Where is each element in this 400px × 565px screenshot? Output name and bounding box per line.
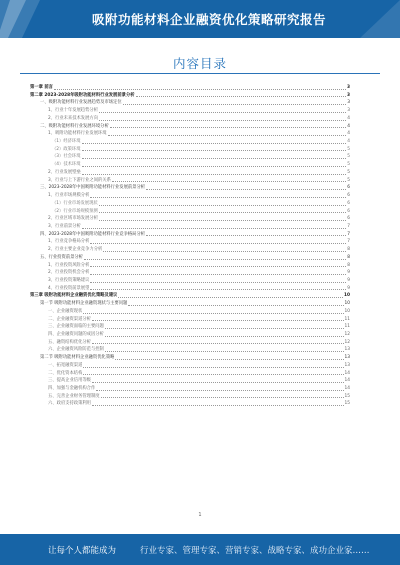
toc-leader-dots <box>84 259 346 260</box>
toc-entry-text: （1）行业市场发展现状 <box>52 200 98 206</box>
toc-entry-page: 3 <box>347 100 350 106</box>
toc-entry[interactable] <box>30 385 350 393</box>
toc-entry-page: 14 <box>344 386 350 392</box>
toc-entry[interactable] <box>30 107 350 115</box>
toc-entry-text: （3）社会环境 <box>52 154 81 160</box>
toc-leader-dots <box>83 313 343 314</box>
report-title: 吸附功能材料企业融资优化策略研究报告 <box>91 12 326 27</box>
toc-entry-text: 三、企业融资面临的主要问题 <box>48 324 104 330</box>
toc-entry-text: 3、行业前景分析 <box>48 223 81 229</box>
toc-entry-page: 5 <box>347 169 350 175</box>
toc-entry-text: 五、融资结构优化分析 <box>48 339 91 345</box>
toc-entry[interactable] <box>30 377 350 385</box>
toc-entry[interactable] <box>30 323 350 331</box>
toc-entry[interactable] <box>30 138 350 146</box>
toc-leader-dots <box>99 120 346 121</box>
toc-entry-page: 14 <box>344 370 350 376</box>
toc-leader-dots <box>118 297 343 298</box>
toc-entry-text: 三、提高企业信用等级 <box>48 378 91 384</box>
toc-entry[interactable] <box>30 208 350 216</box>
footer-slogan-right: 行业专家、管理专家、营销专家、战略专家、成功企业家…… <box>140 546 370 556</box>
toc-entry-text: 2、行业未来技术发展方向 <box>48 115 98 121</box>
toc-entry[interactable] <box>30 123 350 131</box>
toc-leader-dots <box>105 351 344 352</box>
toc-entry[interactable] <box>30 246 350 254</box>
toc-entry-text: （2）行业市场规模预测 <box>52 208 98 214</box>
toc-entry-text: 四、2023-2028年中国吸附功能材料行业竞争格局分析 <box>40 231 146 237</box>
toc-entry[interactable] <box>30 200 350 208</box>
toc-entry[interactable] <box>30 354 350 362</box>
toc-entry-page: 6 <box>347 193 350 199</box>
toc-entry[interactable] <box>30 331 350 339</box>
toc-entry-text: 1、行业竞争格局分析 <box>48 239 90 245</box>
toc-leader-dots <box>82 158 347 159</box>
toc-entry-page: 11 <box>344 324 350 330</box>
toc-entry-page: 10 <box>344 308 350 314</box>
toc-leader-dots <box>123 104 347 105</box>
toc-entry-text: 二、吸附功能材料行业发展环境分析 <box>40 123 109 129</box>
toc-heading: 内容目录 <box>172 56 227 71</box>
toc-entry-text: 一、企业融资现状 <box>48 308 83 314</box>
toc-leader-dots <box>83 374 343 375</box>
toc-entry-text: 一、吸附功能材料行业发展趋势及市场定位 <box>40 100 122 106</box>
toc-entry-page: 3 <box>347 92 350 98</box>
toc-list <box>30 84 350 408</box>
toc-leader-dots <box>90 266 346 267</box>
toc-leader-dots <box>92 320 344 321</box>
toc-leader-dots <box>101 397 344 398</box>
toc-entry-page: 6 <box>347 200 350 206</box>
toc-entry-page: 15 <box>344 393 350 399</box>
toc-entry-text: 2、行业投资机会分析 <box>48 270 90 276</box>
toc-leader-dots <box>82 174 346 175</box>
toc-entry-text: 3、行业与上下游行业之间的关系 <box>48 177 111 183</box>
toc-entry-text: 1、行业市场规模分析 <box>48 193 90 199</box>
toc-entry[interactable] <box>30 146 350 154</box>
toc-entry-page: 11 <box>344 316 350 322</box>
toc-entry[interactable] <box>30 292 350 300</box>
toc-entry-text: 六、企业融资风险防范与控制 <box>48 347 104 353</box>
toc-entry-text: 一、拓宽融资渠道 <box>48 362 83 368</box>
toc-entry-text: （1）经济环境 <box>52 139 81 145</box>
toc-entry-page: 12 <box>344 339 350 345</box>
toc-leader-dots <box>83 367 343 368</box>
toc-leader-dots <box>105 336 344 337</box>
toc-entry-page: 14 <box>344 378 350 384</box>
toc-entry-page: 5 <box>347 162 350 168</box>
toc-entry-page: 13 <box>344 362 350 368</box>
toc-entry[interactable] <box>30 339 350 347</box>
toc-entry-page: 7 <box>347 231 350 237</box>
toc-entry-page: 7 <box>347 223 350 229</box>
toc-entry-page: 8 <box>347 262 350 268</box>
toc-entry-text: 第一节 吸附功能材料企业融资现状与主要问题 <box>40 301 128 307</box>
toc-entry-page: 5 <box>347 146 350 152</box>
toc-entry-page: 5 <box>347 177 350 183</box>
toc-entry-text: 3、行业投资策略建议 <box>48 277 90 283</box>
toc-entry-text: 五、行业投资前景分析 <box>40 254 83 260</box>
toc-entry[interactable] <box>30 223 350 231</box>
toc-leader-dots <box>108 135 347 136</box>
toc-entry[interactable] <box>30 285 350 293</box>
toc-leader-dots <box>92 382 344 383</box>
toc-entry[interactable] <box>30 316 350 324</box>
toc-entry[interactable] <box>30 231 350 239</box>
toc-leader-dots <box>96 390 343 391</box>
toc-entry-text: （4）技术环境 <box>52 162 81 168</box>
toc-entry-text: 五、完善企业财务管理制度 <box>48 393 100 399</box>
toc-entry-text: 三、2023-2028年中国吸附功能材料行业发展前景分析 <box>40 185 146 191</box>
toc-entry-page: 3 <box>347 85 350 90</box>
toc-entry[interactable] <box>30 177 350 185</box>
toc-divider <box>20 73 380 74</box>
toc-entry[interactable] <box>30 308 350 316</box>
toc-leader-dots <box>146 235 346 236</box>
toc-entry-page: 6 <box>347 216 350 222</box>
toc-entry-text: 四、加强与金融机构合作 <box>48 386 96 392</box>
toc-entry-page: 6 <box>347 185 350 191</box>
toc-entry[interactable] <box>30 238 350 246</box>
toc-entry-text: 1、行业十年发展趋势分析 <box>48 108 98 114</box>
toc-leader-dots <box>54 89 346 90</box>
toc-entry-text: 第一章 前言 <box>30 85 53 90</box>
toc-entry[interactable] <box>30 184 350 192</box>
toc-entry-page: 9 <box>347 277 350 283</box>
toc-entry[interactable] <box>30 84 350 92</box>
toc-entry[interactable] <box>30 400 350 408</box>
toc-entry-text: 4、行业投资前景展望 <box>48 285 90 291</box>
toc-leader-dots <box>92 343 344 344</box>
toc-entry[interactable] <box>30 130 350 138</box>
toc-entry[interactable] <box>30 115 350 123</box>
toc-entry[interactable] <box>30 362 350 370</box>
toc-entry[interactable] <box>30 393 350 401</box>
toc-leader-dots <box>115 359 343 360</box>
toc-entry[interactable] <box>30 169 350 177</box>
toc-entry-text: 2、行业区域市场发展分析 <box>48 216 98 222</box>
toc-entry-text: （2）政策环境 <box>52 146 81 152</box>
toc-leader-dots <box>99 220 346 221</box>
toc-entry-text: 四、企业融资问题的成因分析 <box>48 332 104 337</box>
toc-entry-page: 9 <box>347 270 350 276</box>
toc-entry-text: 二、优化资本结构 <box>48 370 83 376</box>
toc-leader-dots <box>92 405 344 406</box>
toc-entry-text: 2、行业发展壁垒 <box>48 169 81 175</box>
toc-entry-page: 15 <box>344 401 350 407</box>
toc-entry[interactable] <box>30 269 350 277</box>
toc-entry-text: 2、行业主要企业竞争力分析 <box>48 247 103 253</box>
toc-entry-text: 第二节 吸附功能材料企业融资优化策略 <box>40 355 115 361</box>
toc-entry-page: 8 <box>347 247 350 253</box>
footer-slogan-left: 让每个人都能成为 <box>48 546 117 556</box>
toc-leader-dots <box>99 212 347 213</box>
toc-entry-page: 10 <box>344 301 350 307</box>
toc-leader-dots <box>103 251 346 252</box>
toc-entry-page: 4 <box>347 115 350 121</box>
toc-leader-dots <box>136 96 346 97</box>
toc-leader-dots <box>90 243 346 244</box>
toc-entry-page: 6 <box>347 208 350 214</box>
toc-entry-page: 12 <box>344 332 350 337</box>
page-number: 1 <box>198 512 202 518</box>
toc-leader-dots <box>105 328 344 329</box>
toc-entry-text: 二、企业融资渠道分析 <box>48 316 91 322</box>
toc-entry[interactable] <box>30 192 350 200</box>
toc-entry-page: 13 <box>344 347 350 353</box>
toc-entry-page: 4 <box>347 131 350 137</box>
toc-leader-dots <box>82 228 346 229</box>
toc-entry[interactable] <box>30 215 350 223</box>
toc-leader-dots <box>82 166 347 167</box>
toc-entry-page: 7 <box>347 239 350 245</box>
toc-entry-page: 5 <box>347 154 350 160</box>
toc-leader-dots <box>90 282 346 283</box>
toc-entry[interactable] <box>30 300 350 308</box>
toc-leader-dots <box>99 112 346 113</box>
toc-entry[interactable] <box>30 254 350 262</box>
toc-entry[interactable] <box>30 99 350 107</box>
toc-entry-text: 1、吸附功能材料行业发展环境 <box>48 131 107 137</box>
toc-entry-text: 1、行业投资风险分析 <box>48 262 90 268</box>
toc-entry[interactable] <box>30 370 350 378</box>
toc-entry-page: 4 <box>347 123 350 129</box>
footer-bar <box>0 534 400 565</box>
toc-leader-dots <box>90 197 346 198</box>
toc-entry-page: 9 <box>347 285 350 291</box>
toc-leader-dots <box>90 274 346 275</box>
toc-entry-page: 10 <box>344 293 350 299</box>
toc-entry-page: 13 <box>344 355 350 361</box>
toc-entry[interactable] <box>30 92 350 100</box>
toc-entry[interactable] <box>30 277 350 285</box>
toc-leader-dots <box>82 143 347 144</box>
toc-leader-dots <box>146 189 346 190</box>
toc-leader-dots <box>128 305 343 306</box>
toc-entry-text: 第三章 吸附功能材料企业融资优化策略及建议 <box>30 293 118 299</box>
toc-leader-dots <box>112 181 346 182</box>
toc-entry-page: 4 <box>347 139 350 145</box>
toc-entry-page: 3 <box>347 108 350 114</box>
toc-entry-text: 第二章 2023-2028年吸附功能材料行业发展前景分析 <box>30 92 135 98</box>
toc-entry[interactable] <box>30 161 350 169</box>
toc-leader-dots <box>110 127 347 128</box>
toc-entry-page: 8 <box>347 254 350 260</box>
toc-entry[interactable] <box>30 262 350 270</box>
toc-entry[interactable] <box>30 153 350 161</box>
toc-leader-dots <box>90 289 346 290</box>
toc-entry[interactable] <box>30 346 350 354</box>
toc-leader-dots <box>82 150 347 151</box>
toc-leader-dots <box>99 205 347 206</box>
header-banner <box>0 0 400 38</box>
toc-entry-text: 六、政府支持政策利用 <box>48 401 91 407</box>
